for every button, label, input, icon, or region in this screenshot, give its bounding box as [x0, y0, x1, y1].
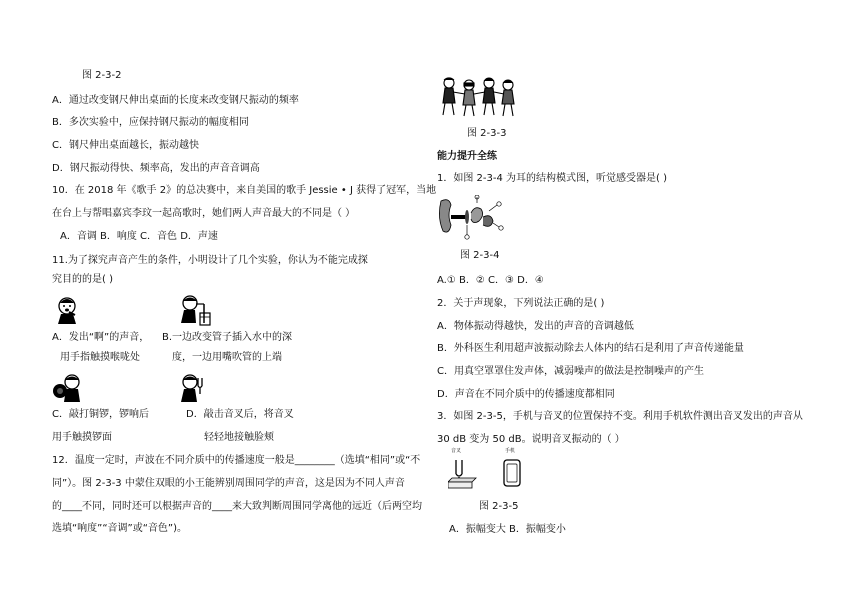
r-q2-option-c: C．用真空罩罩住发声体，减弱噪声的做法是控制噪声的产生: [437, 366, 704, 377]
q11-option-d-line1: D．敲击音叉后，将音叉: [186, 409, 294, 420]
figure-caption-2-3-4: 图 2-3-4: [460, 250, 500, 261]
q11-a-throat-illustration: [52, 295, 86, 325]
q12-stem-line3: 的____不同，同时还可以根据声音的____来大致判断周围同学离他的远近（后两空均: [52, 501, 422, 512]
q11-option-a-line1: A．发出“啊”的声音，: [52, 332, 150, 343]
phone-label: 手机: [505, 448, 516, 454]
figure-caption-2-3-5: 图 2-3-5: [479, 501, 519, 512]
q11-stem-line2: 究目的的是( ): [52, 274, 113, 285]
figure-2-3-4-ear-structure-illustration: [437, 195, 505, 241]
r-q1-options: A.① B．② C．③ D．④: [437, 275, 544, 286]
r-q2-option-d: D．声音在不同介质中的传播速度都相同: [437, 389, 615, 400]
q11-stem-line1: 11.为了探究声音产生的条件，小明设计了几个实验，你认为不能完成探: [52, 255, 368, 266]
figure-caption-2-3-2: 图 2-3-2: [82, 70, 122, 81]
section-title: 能力提升全练: [437, 151, 497, 162]
r-q3-stem-line1: 3．如图 2-3-5，手机与音叉的位置保持不变。利用手机软件测出音叉发出的声音从: [437, 411, 803, 422]
q10-stem-line1: 10．在 2018 年《歌手 2》的总决赛中，来自美国的歌手 Jessie • J 获得了冠军，当地: [52, 185, 437, 196]
q11-option-b-line2: 度，一边用嘴吹管的上端: [172, 352, 282, 363]
q12-stem-line4: 选填“响度”“音调”或“音色”)。: [52, 523, 187, 534]
q9-option-a: A．通过改变钢尺伸出桌面的长度来改变钢尺振动的频率: [52, 95, 299, 106]
q9-option-b: B．多次实验中，应保持钢尺振动的幅度相同: [52, 117, 249, 128]
q10-options: A．音调 B．响度 C．音色 D．声速: [60, 231, 218, 242]
q12-stem-line2: 同”）。图 2-3-3 中蒙住双眼的小王能辨别周围同学的声音，这是因为不同人声音: [52, 478, 405, 489]
r-q2-option-a: A．物体振动得越快，发出的声音的音调越低: [437, 321, 634, 332]
q11-option-c-line2: 用手触摸锣面: [52, 432, 112, 443]
q9-option-d: D．钢尺振动得快、频率高，发出的声音音调高: [52, 163, 260, 174]
q11-option-c-line1: C．敲打铜锣，锣响后: [52, 409, 149, 420]
r-q3-options: A．振幅变大 B．振幅变小: [449, 524, 566, 535]
q11-option-d-line2: 轻轻地接触脸颊: [204, 432, 274, 443]
r-q1-stem: 1．如图 2-3-4 为耳的结构模式图，听觉感受器是( ): [437, 173, 668, 184]
tuning-fork-label: 音叉: [451, 448, 462, 454]
r-q3-stem-line2: 30 dB 变为 50 dB。说明音叉振动的（ ）: [437, 434, 625, 445]
q12-stem-line1: 12．温度一定时，声波在不同介质中的传播速度一般是________（选填“相同”或“不: [52, 455, 421, 466]
q11-d-tuning-fork-illustration: [176, 372, 210, 404]
q11-option-a-line2: 用手指触摸喉咙处: [60, 352, 140, 363]
q11-option-b-line1: B.一边改变管子插入水中的深: [162, 332, 293, 343]
figure-caption-2-3-3: 图 2-3-3: [467, 128, 507, 139]
r-q2-option-b: B．外科医生利用超声波振动除去人体内的结石是利用了声音传递能量: [437, 343, 744, 354]
q11-c-gong-illustration: [52, 372, 88, 404]
q9-option-c: C．钢尺伸出桌面越长，振动越快: [52, 140, 199, 151]
q10-stem-line2: 在台上与帮唱嘉宾李玟一起高歌时，她们两人声音最大的不同是（ ）: [52, 208, 356, 219]
q11-b-tube-water-illustration: [176, 293, 212, 327]
figure-2-3-5-tuning-fork-phone: [448, 452, 530, 492]
figure-2-3-3-blindfold-game-illustration: [437, 75, 519, 119]
r-q2-stem: 2．关于声现象，下列说法正确的是( ): [437, 298, 605, 309]
